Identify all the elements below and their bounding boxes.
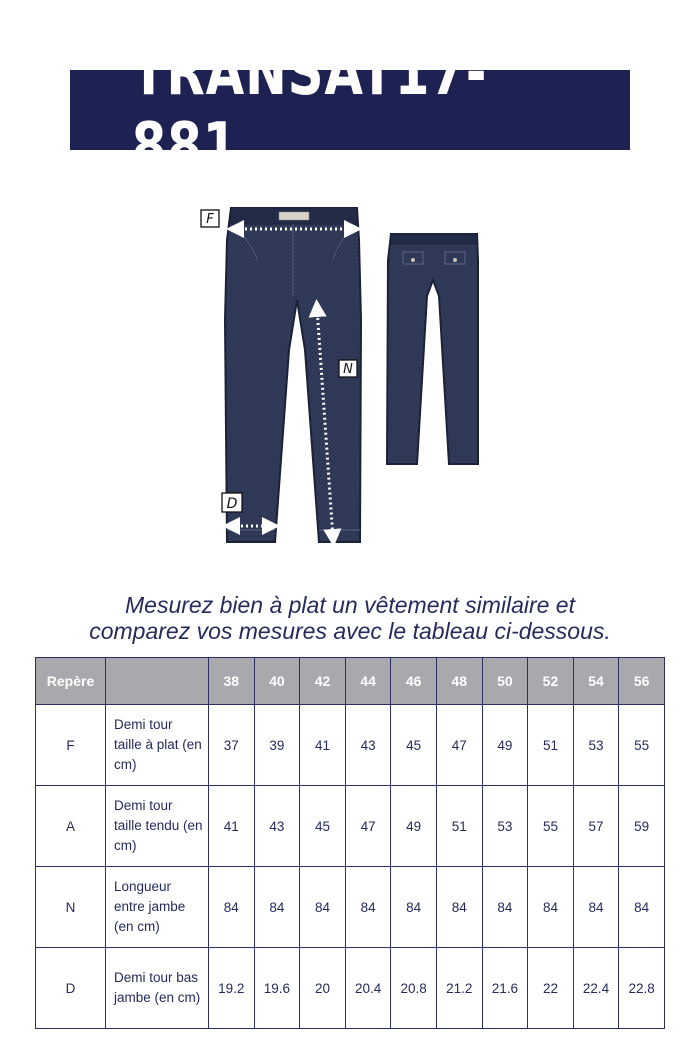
header-repere: Repère [36, 658, 106, 705]
header-size: 52 [528, 658, 574, 705]
back-pants-illustration [387, 234, 478, 464]
table-cell: 37 [209, 705, 255, 786]
table-cell: 84 [619, 867, 665, 948]
table-row [36, 867, 665, 948]
table-cell: 19.2 [209, 948, 255, 1029]
table-cell: 84 [300, 867, 346, 948]
table-cell: 22.4 [573, 948, 619, 1029]
table-cell: 45 [391, 705, 437, 786]
table-row [36, 786, 665, 867]
table-cell: 41 [300, 705, 346, 786]
table-cell: 59 [619, 786, 665, 867]
header-size: 50 [482, 658, 528, 705]
table-cell: 20 [300, 948, 346, 1029]
row-code: A [36, 786, 106, 867]
table-cell: 49 [482, 705, 528, 786]
table-cell: 84 [345, 867, 391, 948]
table-cell: 41 [209, 786, 255, 867]
table-cell: 84 [209, 867, 255, 948]
table-cell: 49 [391, 786, 437, 867]
row-description: Demi tour taille tendu (en cm) [106, 786, 209, 867]
row-description: Longueur entre jambe (en cm) [106, 867, 209, 948]
svg-text:D: D [226, 496, 238, 512]
table-cell: 43 [345, 705, 391, 786]
table-cell: 47 [436, 705, 482, 786]
header-size: 44 [345, 658, 391, 705]
row-code: N [36, 867, 106, 948]
table-cell: 22.8 [619, 948, 665, 1029]
table-cell: 84 [436, 867, 482, 948]
row-description: Demi tour bas jambe (en cm) [106, 948, 209, 1029]
table-cell: 55 [528, 786, 574, 867]
header-size: 54 [573, 658, 619, 705]
table-cell: 84 [254, 867, 300, 948]
measuring-instruction [40, 592, 660, 644]
title-banner [70, 36, 630, 184]
table-cell: 45 [300, 786, 346, 867]
table-cell: 21.2 [436, 948, 482, 1029]
table-cell: 20.4 [345, 948, 391, 1029]
marker-f-label [201, 210, 219, 227]
table-cell: 39 [254, 705, 300, 786]
header-size: 40 [254, 658, 300, 705]
table-row [36, 705, 665, 786]
table-cell: 20.8 [391, 948, 437, 1029]
table-header-row [36, 658, 665, 705]
table-cell: 53 [482, 786, 528, 867]
table-cell: 57 [573, 786, 619, 867]
row-description: Demi tour taille à plat (en cm) [106, 705, 209, 786]
header-description [106, 658, 209, 705]
row-code: F [36, 705, 106, 786]
product-title: TRANSAT17-881 [131, 36, 488, 184]
table-cell: 21.6 [482, 948, 528, 1029]
pants-measurement-diagram [195, 200, 495, 550]
table-cell: 84 [573, 867, 619, 948]
svg-text:N: N [343, 362, 353, 377]
table-cell: 47 [345, 786, 391, 867]
instruction-line-2: comparez vos mesures avec le tableau ci-dessous. [89, 618, 611, 644]
table-cell: 51 [436, 786, 482, 867]
marker-n-label [339, 360, 357, 377]
header-size: 38 [209, 658, 255, 705]
table-cell: 84 [528, 867, 574, 948]
table-cell: 19.6 [254, 948, 300, 1029]
header-size: 46 [391, 658, 437, 705]
table-cell: 43 [254, 786, 300, 867]
marker-d-label [222, 493, 242, 512]
table-cell: 53 [573, 705, 619, 786]
table-cell: 55 [619, 705, 665, 786]
table-cell: 84 [391, 867, 437, 948]
table-cell: 51 [528, 705, 574, 786]
instruction-line-1: Mesurez bien à plat un vêtement similaire et [125, 592, 575, 618]
row-code: D [36, 948, 106, 1029]
table-row [36, 948, 665, 1029]
svg-text:F: F [206, 212, 214, 227]
table-cell: 84 [482, 867, 528, 948]
header-size: 48 [436, 658, 482, 705]
table-cell: 22 [528, 948, 574, 1029]
size-chart-table [35, 657, 665, 1029]
header-size: 42 [300, 658, 346, 705]
header-size: 56 [619, 658, 665, 705]
